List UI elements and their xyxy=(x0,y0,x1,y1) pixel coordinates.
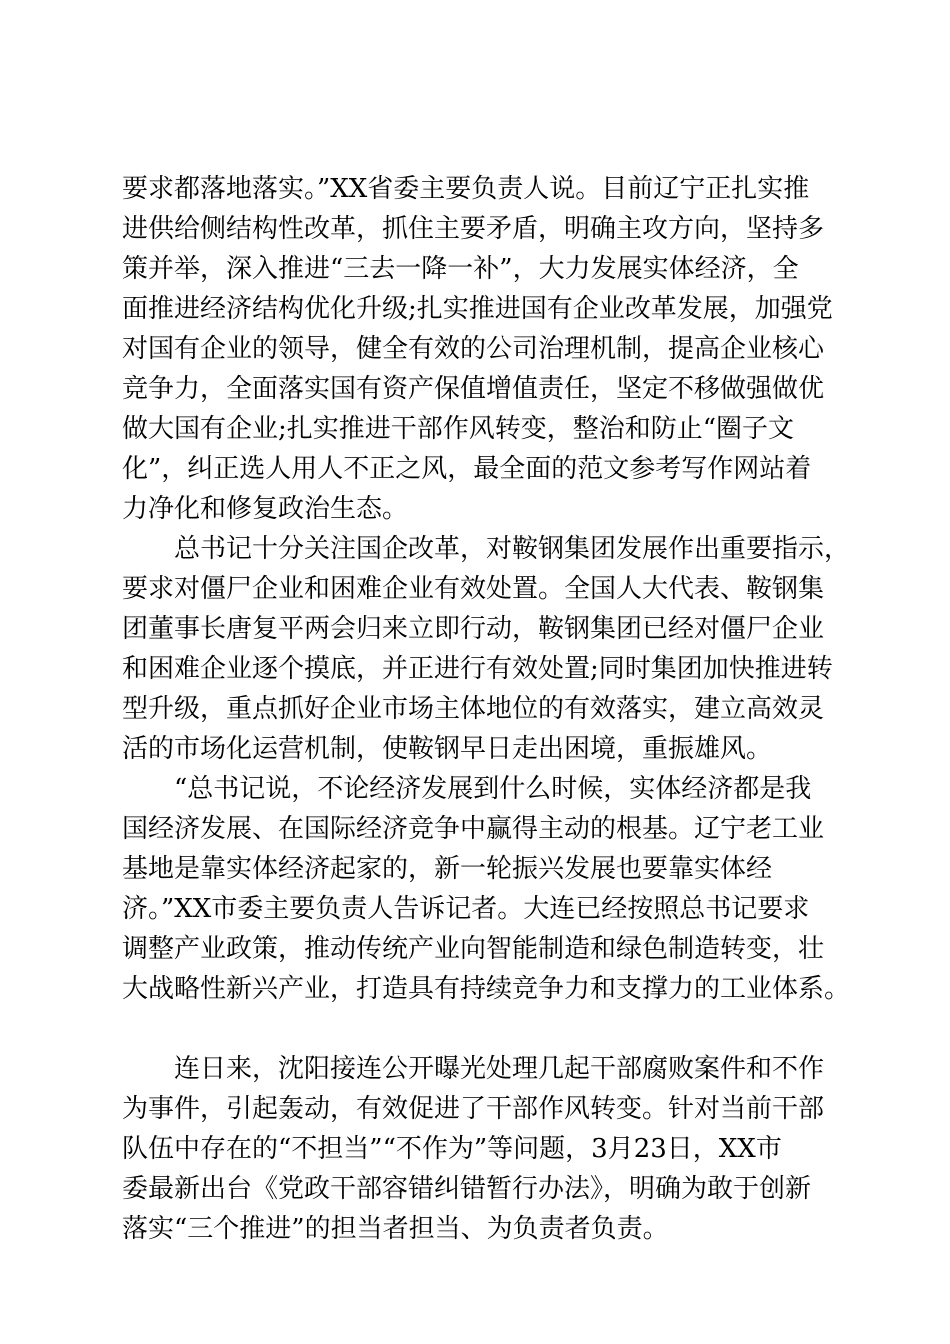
text-line-content: 大战略性新兴产业，打造具有持续竞争力和支撑力的工业体系。 xyxy=(122,974,851,1004)
text-line xyxy=(0,289,950,329)
text-line xyxy=(0,169,950,209)
text-line-content: 要求对僵尸企业和困难企业有效处置。全国人大代表、鞍钢集 xyxy=(122,574,825,604)
text-line-content: 化”，纠正选人用人不正之风，最全面的范文参考写作网站着 xyxy=(122,454,812,484)
text-line-content: 基地是靠实体经济起家的，新一轮振兴发展也要靠实体经 xyxy=(122,854,773,884)
text-line xyxy=(0,1089,950,1129)
text-line xyxy=(0,409,950,449)
text-line xyxy=(0,689,950,729)
text-line-content: “总书记说，不论经济发展到什么时候，实体经济都是我 xyxy=(174,774,812,804)
text-line-content: 策并举，深入推进“三去一降一补”，大力发展实体经济，全 xyxy=(122,254,799,284)
text-line-content: 队伍中存在的“不担当”“不作为”等问题，3月23日，XX市 xyxy=(122,1134,782,1164)
text-line xyxy=(0,769,950,809)
text-line-content: 济。”XX市委主要负责人告诉记者。大连已经按照总书记要求 xyxy=(122,894,810,924)
text-line xyxy=(0,529,950,569)
text-line xyxy=(0,369,950,409)
text-line-content: 总书记十分关注国企改革，对鞍钢集团发展作出重要指示， xyxy=(174,534,851,564)
text-line-content: 和困难企业逐个摸底，并正进行有效处置;同时集团加快推进转 xyxy=(122,654,833,684)
text-line xyxy=(0,329,950,369)
text-line-content: 活的市场化运营机制，使鞍钢早日走出困境，重振雄风。 xyxy=(122,734,773,764)
text-line-content: 对国有企业的领导，健全有效的公司治理机制，提高企业核心 xyxy=(122,334,825,364)
text-line xyxy=(0,969,950,1009)
text-line xyxy=(0,1209,950,1249)
text-line xyxy=(0,1129,950,1169)
text-line-content: 连日来，沈阳接连公开曝光处理几起干部腐败案件和不作 xyxy=(174,1054,825,1084)
text-line xyxy=(0,649,950,689)
text-line-content: 面推进经济结构优化升级;扎实推进国有企业改革发展，加强党 xyxy=(122,294,833,324)
text-line xyxy=(0,249,950,289)
text-line xyxy=(0,729,950,769)
text-line-content: 做大国有企业;扎实推进干部作风转变，整治和防止“圈子文 xyxy=(122,414,795,444)
text-line xyxy=(0,809,950,849)
text-line-content: 调整产业政策，推动传统产业向智能制造和绿色制造转变，壮 xyxy=(122,934,825,964)
text-line-content: 为事件，引起轰动，有效促进了干部作风转变。针对当前干部 xyxy=(122,1094,825,1124)
text-line-content: 要求都落地落实。”XX省委主要负责人说。目前辽宁正扎实推 xyxy=(122,174,810,204)
text-line xyxy=(0,1169,950,1209)
text-line-content: 型升级，重点抓好企业市场主体地位的有效落实，建立高效灵 xyxy=(122,694,825,724)
text-line-content: 国经济发展、在国际经济竞争中赢得主动的根基。辽宁老工业 xyxy=(122,814,825,844)
text-line-content: 竞争力，全面落实国有资产保值增值责任，坚定不移做强做优 xyxy=(122,374,825,404)
text-line xyxy=(0,209,950,249)
text-line-content: 落实“三个推进”的担当者担当、为负责者负责。 xyxy=(122,1214,669,1244)
text-line-content: 力净化和修复政治生态。 xyxy=(122,494,409,524)
text-line xyxy=(0,929,950,969)
text-line xyxy=(0,569,950,609)
text-line xyxy=(0,849,950,889)
text-line xyxy=(0,1049,950,1089)
text-line-content: 委最新出台《党政干部容错纠错暂行办法》，明确为敢于创新 xyxy=(122,1174,812,1204)
text-line xyxy=(0,449,950,489)
text-line-content: 进供给侧结构性改革，抓住主要矛盾，明确主攻方向，坚持多 xyxy=(122,214,825,244)
text-line xyxy=(0,489,950,529)
text-line xyxy=(0,609,950,649)
text-line xyxy=(0,889,950,929)
text-line-content: 团董事长唐复平两会归来立即行动，鞍钢集团已经对僵尸企业 xyxy=(122,614,825,644)
